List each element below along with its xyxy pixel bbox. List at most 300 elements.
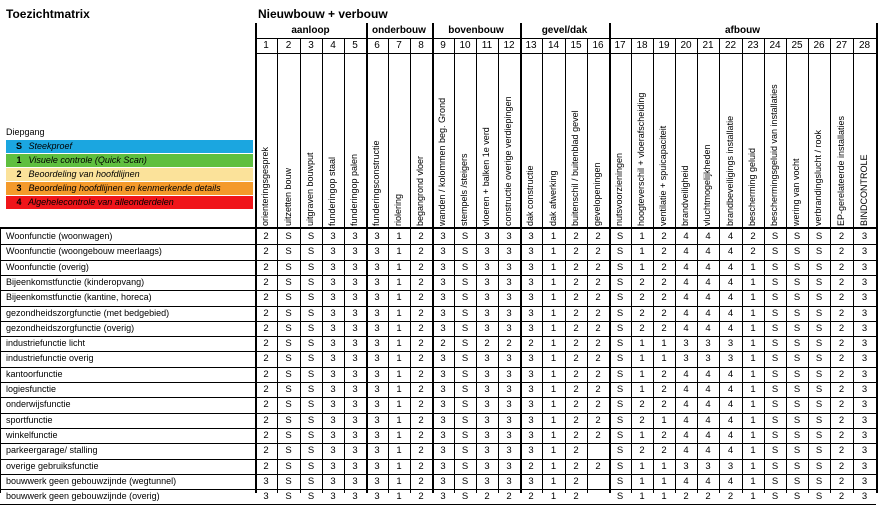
row-label: Woonfunctie (woonwagen) [6, 231, 113, 241]
matrix-cell: S [285, 414, 292, 426]
column-header [609, 55, 631, 226]
column-header [322, 55, 344, 226]
column-header [277, 55, 300, 226]
matrix-cell: 2 [263, 307, 269, 319]
matrix-cell: 2 [595, 429, 601, 441]
matrix-cell: 3 [528, 368, 534, 380]
matrix-cell: S [307, 368, 315, 380]
matrix-cell: 2 [263, 460, 269, 472]
matrix-cell: 1 [550, 246, 557, 258]
matrix-cell: 4 [727, 322, 734, 334]
column-number: 6 [374, 40, 380, 51]
matrix-cell: 3 [263, 475, 269, 487]
matrix-cell: 4 [727, 292, 734, 304]
row-label: industriefunctie licht [6, 338, 86, 349]
matrix-cell: 3 [861, 276, 868, 288]
matrix-cell: 1 [639, 338, 645, 350]
column-header [366, 55, 388, 226]
matrix-cell: 1 [639, 460, 645, 472]
row-label: industriefunctie overig [6, 353, 94, 364]
matrix-cell: 2 [661, 445, 667, 457]
matrix-cell: 3 [440, 322, 446, 334]
matrix-cell: 4 [683, 429, 689, 441]
matrix-cell: S [616, 368, 624, 380]
matrix-cell: 4 [727, 261, 734, 273]
matrix-cell: 4 [683, 445, 689, 457]
matrix-cell: S [616, 246, 624, 258]
matrix-cell: S [815, 491, 823, 503]
matrix-cell: 3 [440, 368, 446, 380]
grid-line [454, 39, 455, 493]
matrix-cell: 3 [683, 338, 689, 350]
matrix-cell: 2 [418, 353, 424, 365]
matrix-cell: 2 [418, 445, 424, 457]
matrix-cell: 3 [440, 475, 446, 487]
matrix-cell: S [307, 307, 315, 319]
matrix-cell: 2 [661, 322, 667, 334]
matrix-cell [587, 474, 609, 489]
column-label: constructie overige verdiepingen [503, 96, 513, 226]
matrix-cell: S [771, 414, 779, 426]
matrix-cell: 3 [330, 460, 336, 472]
column-label: BINDCONTROLE [858, 154, 869, 226]
matrix-cell: 2 [573, 338, 579, 350]
matrix-cell: S [461, 429, 469, 441]
matrix-cell: S [815, 414, 823, 426]
matrix-cell: 4 [727, 475, 734, 487]
matrix-cell: S [815, 429, 823, 441]
matrix-cell: 3 [330, 414, 336, 426]
matrix-cell: 4 [683, 475, 689, 487]
matrix-cell: 3 [374, 384, 380, 395]
matrix-cell: 1 [550, 460, 557, 472]
grid-line [0, 227, 876, 229]
column-number: 20 [680, 40, 692, 51]
matrix-cell: 2 [263, 429, 269, 441]
matrix-cell: 3 [484, 429, 490, 441]
matrix-cell: 2 [418, 368, 424, 380]
matrix-cell: 1 [550, 475, 557, 487]
matrix-cell: S [307, 414, 315, 426]
legend-item [6, 196, 253, 209]
matrix-cell: 3 [506, 399, 512, 411]
matrix-cell: 3 [374, 261, 380, 273]
column-header [255, 55, 277, 226]
matrix-cell: 3 [440, 246, 446, 258]
column-header [498, 55, 520, 226]
matrix-cell: 3 [440, 384, 446, 395]
matrix-cell: 4 [705, 429, 711, 441]
matrix-cell: 2 [263, 246, 269, 258]
matrix-cell: 3 [374, 307, 380, 319]
column-header [742, 55, 764, 226]
column-header [454, 55, 476, 226]
matrix-cell: 4 [683, 384, 689, 395]
matrix-cell: 3 [484, 261, 490, 273]
matrix-cell: 2 [595, 414, 601, 426]
matrix-cell: S [285, 384, 292, 395]
matrix-cell: 3 [484, 246, 490, 258]
column-number: 24 [769, 40, 781, 51]
matrix-cell: 1 [750, 445, 756, 457]
column-label: buitenschil / buitenblad gevel [570, 110, 580, 226]
matrix-cell: 3 [374, 460, 380, 472]
matrix-cell: 2 [639, 322, 645, 334]
column-number: 18 [636, 40, 648, 51]
matrix-cell: 2 [661, 276, 667, 288]
matrix-cell: 1 [396, 276, 402, 288]
matrix-cell: 2 [418, 292, 424, 304]
matrix-cell: 3 [374, 491, 380, 503]
matrix-cell: 2 [595, 322, 601, 334]
matrix-cell: 3 [484, 475, 490, 487]
matrix-cell: 1 [639, 231, 645, 242]
matrix-cell: 3 [506, 322, 512, 334]
matrix-cell: 3 [484, 307, 490, 319]
matrix-cell: 1 [750, 307, 756, 319]
column-number: 14 [547, 40, 560, 51]
matrix-cell: 3 [330, 368, 336, 380]
grid-line [498, 39, 499, 493]
legend-item [6, 182, 253, 195]
matrix-cell: 3 [861, 246, 868, 258]
matrix-cell: 2 [573, 429, 579, 441]
matrix-cell: 1 [750, 276, 756, 288]
matrix-cell: 3 [484, 368, 490, 380]
column-number: 28 [858, 40, 871, 51]
matrix-cell: 3 [861, 322, 868, 334]
matrix-cell: 3 [374, 246, 380, 258]
matrix-cell: S [307, 322, 315, 334]
matrix-cell: 1 [396, 322, 402, 334]
matrix-cell: 3 [330, 429, 336, 441]
matrix-cell: S [793, 322, 801, 334]
matrix-cell: S [771, 475, 779, 487]
matrix-cell: 3 [374, 429, 380, 441]
matrix-cell: S [815, 292, 823, 304]
matrix-cell: 2 [838, 292, 845, 304]
matrix-cell: 2 [595, 246, 601, 258]
matrix-cell: 2 [573, 276, 579, 288]
matrix-cell: 3 [528, 307, 534, 319]
grid-line [520, 23, 522, 493]
matrix-cell: 1 [550, 338, 557, 350]
matrix-cell: S [307, 276, 315, 288]
matrix-cell: S [793, 399, 801, 411]
matrix-cell: 2 [838, 338, 845, 350]
matrix-cell: S [771, 307, 779, 319]
matrix-cell: 2 [418, 491, 424, 503]
matrix-cell: 2 [661, 368, 667, 380]
matrix-cell: 3 [861, 231, 868, 242]
matrix-cell: S [616, 399, 624, 411]
matrix-cell: 2 [838, 261, 845, 273]
matrix-cell: S [815, 307, 823, 319]
matrix-cell: 3 [440, 460, 446, 472]
column-header [764, 55, 786, 226]
matrix-cell: 3 [506, 276, 512, 288]
column-label: dak afwerking [547, 170, 558, 226]
matrix-cell: 2 [838, 322, 845, 334]
matrix-cell: 2 [573, 322, 579, 334]
column-label: beschermingsgeluid van installaties [769, 84, 779, 226]
legend-code: 4 [16, 197, 22, 207]
column-header [300, 55, 322, 226]
grid-line [542, 39, 543, 493]
matrix-cell: S [616, 338, 624, 350]
matrix-cell: 3 [330, 307, 336, 319]
column-number: 8 [418, 40, 424, 51]
matrix-cell: S [771, 429, 779, 441]
matrix-cell: 4 [727, 384, 734, 395]
matrix-cell: S [616, 292, 624, 304]
column-number: 27 [835, 40, 848, 51]
matrix-cell: 2 [595, 231, 601, 242]
matrix-cell: S [285, 368, 292, 380]
row-label: gezondheidszorgfunctie (met bedgebied) [6, 307, 170, 318]
matrix-cell: 3 [440, 429, 446, 441]
matrix-cell: 2 [263, 353, 269, 365]
matrix-cell: S [616, 276, 624, 288]
matrix-cell: 1 [750, 384, 756, 395]
row-label: logiesfunctie [6, 384, 57, 394]
column-label: orienteringsgesprek [260, 146, 270, 226]
matrix-cell: S [307, 491, 315, 503]
matrix-cell: 3 [861, 338, 868, 350]
matrix-cell: 3 [352, 368, 358, 380]
matrix-cell: S [461, 353, 469, 365]
matrix-cell: 3 [506, 414, 512, 426]
matrix-cell: S [307, 429, 315, 441]
matrix-cell: S [616, 353, 624, 365]
matrix-cell: 2 [639, 292, 645, 304]
matrix-cell: S [771, 246, 779, 258]
matrix-cell: 3 [861, 307, 868, 319]
matrix-cell: S [793, 353, 801, 365]
matrix-cell: S [771, 368, 779, 380]
matrix-cell: 1 [661, 460, 667, 472]
matrix-cell: 1 [550, 261, 557, 273]
matrix-cell: 3 [330, 384, 336, 395]
column-label: funderingsconstructie [371, 140, 381, 226]
matrix-cell: S [793, 368, 801, 380]
matrix-cell: S [616, 475, 624, 487]
column-number: 12 [503, 40, 515, 51]
matrix-cell: 2 [595, 292, 601, 304]
row-label: Woonfunctie (woongebouw meerlaags) [6, 246, 162, 257]
matrix-cell: S [461, 445, 469, 457]
column-number: 10 [459, 40, 471, 51]
matrix-cell: 2 [418, 414, 424, 426]
matrix-cell: 4 [727, 414, 734, 426]
grid-line [675, 39, 676, 493]
matrix-cell: 3 [484, 231, 490, 242]
matrix-cell: 2 [418, 231, 424, 242]
matrix-cell: 4 [705, 261, 711, 273]
matrix-cell: 2 [727, 491, 734, 503]
matrix-cell: 1 [396, 261, 402, 273]
matrix-cell: 4 [705, 307, 711, 319]
matrix-cell: 2 [263, 399, 269, 411]
matrix-cell: S [616, 231, 624, 242]
group-header: afbouw [725, 25, 760, 36]
column-number: 13 [525, 40, 537, 51]
column-number: 22 [724, 40, 737, 51]
matrix-cell: 3 [705, 338, 711, 350]
grid-line [631, 39, 632, 493]
column-header [432, 55, 454, 226]
matrix-cell: 4 [683, 261, 689, 273]
column-number: 21 [702, 40, 714, 51]
grid-line [565, 39, 566, 493]
matrix-cell: 3 [506, 246, 512, 258]
matrix-cell: 2 [573, 460, 579, 472]
matrix-cell: S [793, 445, 801, 457]
matrix-cell: S [815, 445, 823, 457]
matrix-cell: 3 [528, 429, 534, 441]
row-label: bouwwerk geen gebouwzijnde (wegtunnel) [6, 475, 177, 486]
row-label: Woonfunctie (overig) [6, 261, 89, 272]
matrix-cell: 3 [330, 445, 336, 457]
column-header [410, 55, 432, 226]
matrix-cell: 3 [506, 231, 512, 242]
matrix-cell: S [616, 322, 624, 334]
matrix-cell: 4 [727, 399, 734, 411]
column-label: EP-gerelateerde installaties [835, 115, 846, 226]
matrix-cell: 3 [861, 460, 868, 472]
matrix-cell: 3 [440, 399, 446, 411]
matrix-cell: 3 [440, 261, 446, 273]
column-label: gevelopeningen [592, 162, 602, 226]
matrix-cell: 4 [727, 307, 734, 319]
matrix-cell: S [461, 368, 469, 380]
matrix-cell: 2 [528, 338, 534, 350]
matrix-cell: 4 [683, 399, 689, 411]
matrix-cell: 2 [263, 322, 269, 334]
matrix-cell: 1 [396, 292, 402, 304]
matrix-cell: 2 [573, 353, 579, 365]
matrix-cell: S [285, 338, 292, 350]
matrix-cell: S [285, 475, 292, 487]
matrix-cell: 2 [418, 322, 424, 334]
matrix-cell: 2 [661, 261, 667, 273]
legend-label: Beoordeling hoofdlijnen en kenmerkende details [26, 183, 221, 193]
matrix-cell: 3 [352, 292, 358, 304]
matrix-cell: 2 [573, 261, 579, 273]
matrix-cell: 2 [418, 384, 424, 395]
matrix-cell: S [307, 460, 315, 472]
column-label: uitzetten bouw [282, 167, 293, 226]
matrix-cell: 2 [484, 491, 490, 503]
matrix-cell: 4 [727, 429, 734, 441]
matrix-cell: 3 [330, 322, 336, 334]
matrix-cell: 1 [750, 368, 756, 380]
matrix-cell: 3 [374, 353, 380, 365]
matrix-cell: S [461, 307, 469, 319]
matrix-cell: 1 [396, 338, 402, 350]
matrix-cell: 3 [528, 353, 534, 365]
matrix-cell: 2 [838, 399, 845, 411]
matrix-cell: 2 [418, 475, 424, 487]
matrix-cell: 2 [418, 399, 424, 411]
matrix-cell: 2 [838, 307, 845, 319]
matrix-cell: S [461, 276, 469, 288]
matrix-cell: 4 [705, 292, 711, 304]
matrix-cell: 3 [506, 429, 512, 441]
matrix-cell: 4 [705, 384, 711, 395]
matrix-cell: 3 [528, 246, 534, 258]
matrix-cell: 3 [861, 261, 868, 273]
matrix-cell: 2 [661, 292, 667, 304]
column-label: brandbeveiligings installatie [724, 115, 735, 226]
column-header [388, 55, 410, 226]
matrix-cell: 1 [750, 399, 756, 411]
matrix-cell: 2 [573, 399, 579, 411]
matrix-cell: S [461, 246, 469, 258]
matrix-cell: S [815, 460, 823, 472]
matrix-cell: S [307, 445, 315, 457]
matrix-cell: 2 [838, 384, 845, 395]
column-number: 2 [285, 40, 292, 51]
matrix-cell: 3 [484, 292, 490, 304]
group-header: gevel/dak [541, 25, 588, 36]
matrix-cell: S [793, 261, 801, 273]
matrix-cell: 3 [484, 384, 490, 395]
matrix-cell: 2 [838, 231, 845, 242]
matrix-cell: S [771, 231, 779, 242]
matrix-cell: 3 [330, 231, 336, 242]
matrix-cell: 4 [727, 368, 734, 380]
matrix-cell: S [771, 460, 779, 472]
matrix-cell: 3 [352, 322, 358, 334]
legend-label: Beoordeling van hoofdlijnen [26, 169, 140, 179]
matrix-cell: 4 [727, 445, 734, 457]
matrix-cell: 3 [330, 353, 336, 365]
column-number: 11 [481, 40, 493, 51]
matrix-cell: 2 [573, 414, 579, 426]
matrix-cell: 1 [661, 475, 667, 487]
matrix-cell: 2 [595, 399, 601, 411]
matrix-cell: S [793, 429, 801, 441]
matrix-cell: 3 [352, 475, 358, 487]
matrix-cell: 3 [352, 338, 358, 350]
matrix-cell: 3 [440, 445, 446, 457]
column-label: vluchtmogelijkheden [702, 144, 712, 226]
matrix-cell: 3 [374, 338, 380, 350]
matrix-cell: 3 [374, 292, 380, 304]
matrix-cell: 3 [705, 353, 711, 365]
matrix-cell: 2 [263, 384, 269, 395]
column-label: ventilatie + spuicapaciteit [658, 125, 668, 226]
matrix-cell: S [771, 322, 779, 334]
matrix-cell: S [815, 399, 823, 411]
matrix-cell: 2 [418, 276, 424, 288]
matrix-cell: 1 [396, 460, 402, 472]
matrix-cell: 3 [330, 491, 336, 503]
matrix-cell: 4 [683, 322, 689, 334]
column-number: 23 [747, 40, 759, 51]
matrix-cell: 3 [484, 414, 490, 426]
grid-line [388, 39, 389, 493]
matrix-cell: S [285, 429, 292, 441]
matrix-cell: S [793, 338, 801, 350]
matrix-cell: 2 [661, 399, 667, 411]
matrix-cell: S [307, 292, 315, 304]
matrix-cell: 2 [418, 429, 424, 441]
matrix-cell: S [461, 491, 469, 503]
matrix-cell: 1 [550, 429, 557, 441]
matrix-cell: 1 [396, 368, 402, 380]
